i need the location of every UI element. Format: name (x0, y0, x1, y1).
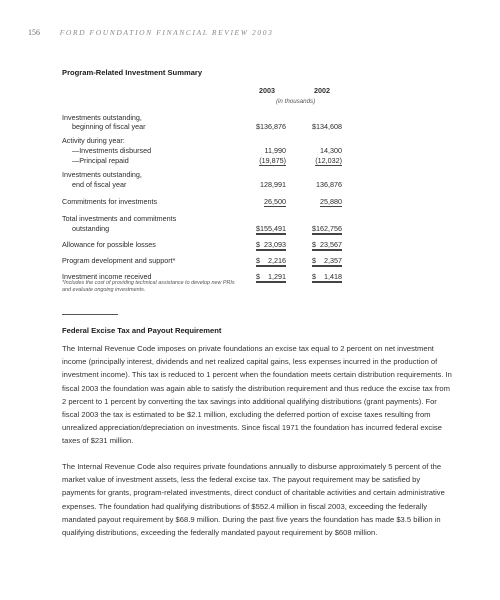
section-divider (62, 314, 118, 315)
running-header (28, 28, 273, 37)
value-2002: 25,880 (320, 197, 342, 206)
value-2003: 11,990 (264, 146, 286, 155)
table-row (62, 214, 362, 224)
table-row (62, 146, 362, 156)
row-label: Program development and support* (62, 256, 176, 265)
column-header-2003: 2003 (259, 86, 275, 95)
section-title-pri-summary: Program-Related Investment Summary (62, 68, 203, 77)
value-2002: $162,756 (312, 224, 342, 233)
value-2003: $ 2,216 (256, 256, 286, 265)
row-label: Investments outstanding, (62, 113, 142, 122)
value-2003: $ 1,291 (256, 272, 286, 281)
unit-label: (in thousands) (276, 98, 316, 105)
table-row (62, 224, 362, 234)
table-row (62, 156, 362, 166)
row-label: Investment income received (62, 272, 152, 281)
paragraph-excise-tax: The Internal Revenue Code imposes on private foundations an excise tax equal to 2 percent on net investment income (principally interest, dividends and net realized capital gains, less expenses incurred in the production of investment income). This tax is reduced to 1 percent when the foundation meets certain distribution requirements. In fiscal 2003 the foundation was again able to satisfy the distribution requirement and thus reduce the excise tax from 2 percent to 1 percent by converting the tax savings into additional qualifying distributions (grant payments). For fiscal 2003 the tax is estimated to be $2.1 million, excluding the deferred portion of excise taxes resulting from unrealized appreciation/depreciation on investments. Since fiscal 1971 the foundation has incurred federal excise taxes of $231 million. (62, 344, 452, 446)
value-2003: (19,875) (259, 156, 286, 165)
value-2003: $136,876 (256, 122, 286, 131)
paragraph-payout-requirement: The Internal Revenue Code also requires private foundations annually to disburse approximately 5 percent of the market value of investment assets, less the federal excise tax. The payout requirement may be satisfied by payments for grants, program-related investments, direct conduct of charitable activities and certain administrative expenses. The foundation had qualifying distributions of $552.4 million in fiscal 2003, exceeding the federally mandated payout requirement by $68.9 million. During the past five years the foundation has made $3.5 billion in qualifying distributions, exceeding the federally mandated payout requirement by $608 million. (62, 462, 445, 538)
row-label: —Investments disbursed (72, 146, 152, 155)
value-2002: 136,876 (316, 180, 342, 189)
row-label: beginning of fiscal year (72, 122, 146, 131)
table-row (62, 180, 362, 190)
value-2003: $ 23,093 (256, 240, 286, 249)
column-header-2002: 2002 (314, 86, 330, 95)
value-2003: $155,491 (256, 224, 286, 233)
value-2002: $ 1,418 (312, 272, 342, 281)
value-2002: $ 23,567 (312, 240, 342, 249)
row-label: —Principal repaid (72, 156, 129, 165)
value-2002: (12,032) (315, 156, 342, 165)
row-label: Allowance for possible losses (62, 240, 156, 249)
row-label: Commitments for investments (62, 197, 158, 206)
value-2003: 26,500 (264, 197, 286, 206)
value-2003: 128,991 (260, 180, 286, 189)
table-row (62, 170, 362, 180)
value-2002: $134,608 (312, 122, 342, 131)
page-number: 156 (28, 28, 40, 37)
table-row (62, 136, 362, 146)
running-title: FORD FOUNDATION FINANCIAL REVIEW 2003 (59, 28, 274, 37)
table-row (62, 256, 362, 266)
row-label: Total investments and commitments (62, 214, 177, 223)
table-row (62, 197, 362, 207)
section-title-excise-tax: Federal Excise Tax and Payout Requirement (62, 326, 222, 335)
row-label: Activity during year: (62, 136, 125, 145)
value-2002: $ 2,357 (312, 256, 342, 265)
table-row (62, 122, 362, 132)
value-2002: 14,300 (320, 146, 342, 155)
table-footnote: *Includes the cost of providing technical assistance to develop new PRIs and evaluate ongoing investments. (62, 280, 235, 293)
row-label: Investments outstanding, (62, 170, 142, 179)
row-label: outstanding (72, 224, 110, 233)
table-row (62, 240, 362, 250)
row-label: end of fiscal year (72, 180, 127, 189)
